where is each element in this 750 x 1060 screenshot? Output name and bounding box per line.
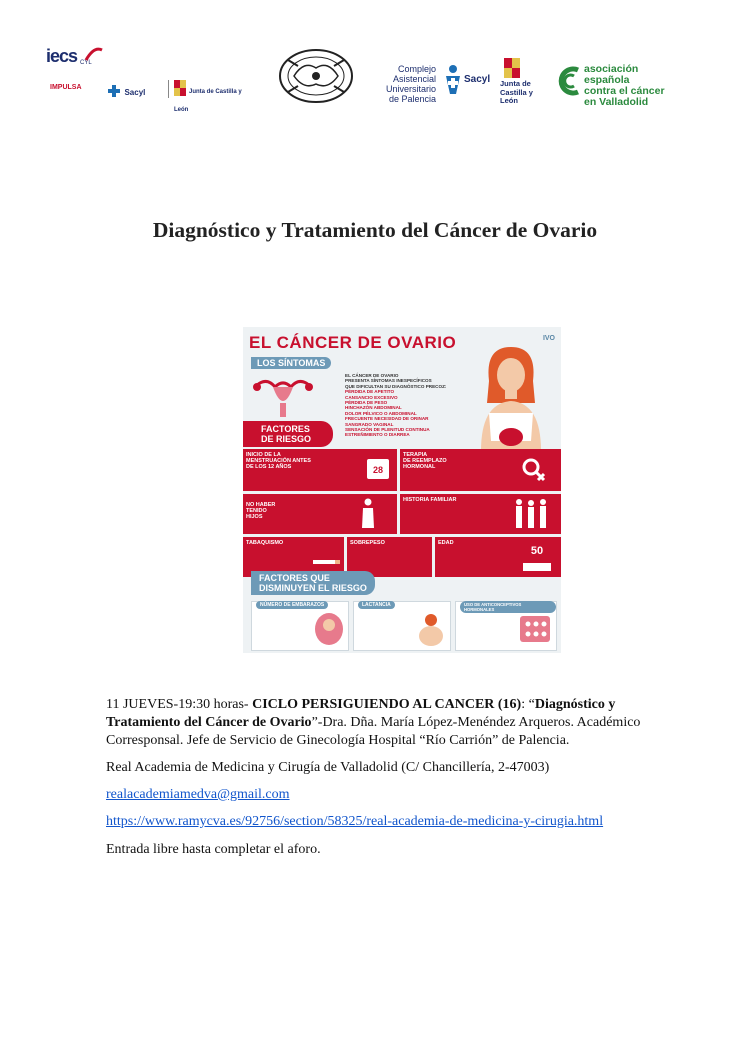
sintoma-item: PÉRDIDA DE PESO bbox=[345, 400, 388, 406]
junta-right-line-1: Junta de bbox=[500, 79, 531, 88]
aecc-line-1: asociación española bbox=[584, 63, 639, 86]
panel-lactancia bbox=[353, 601, 451, 651]
infographic-title: EL CÁNCER DE OVARIO bbox=[249, 333, 457, 352]
panel-embarazos-title: NÚMERO DE EMBARAZOS bbox=[256, 601, 328, 609]
aecc-line-2: contra el cáncer bbox=[584, 85, 665, 97]
sacyl-text-right: Sacyl bbox=[464, 74, 491, 85]
terapia-line: HORMONAL bbox=[403, 464, 436, 470]
terapia-line: DE REEMPLAZO bbox=[403, 458, 447, 464]
event-date-time: 11 JUEVES-19:30 horas- bbox=[106, 697, 253, 712]
event-cycle: CICLO PERSIGUIENDO AL CANCER (16) bbox=[252, 697, 522, 712]
sintoma-intro-3: QUE DIFICULTAN SU DIAGNÓSTICO PRECOZ: bbox=[345, 383, 447, 389]
junta-text-left: Junta de Castilla y León bbox=[174, 89, 242, 113]
sacyl-figure-icon bbox=[444, 64, 462, 94]
iecscyl-logo bbox=[46, 46, 106, 76]
disminuyen-line-2: DISMINUYEN EL RIESGO bbox=[259, 583, 367, 593]
sintoma-item: SENSACIÓN DE PLENITUD CONTINUA bbox=[345, 427, 430, 433]
panel-anticonceptivos-title: USO DE ANTICONCEPTIVOS HORMONALES bbox=[460, 601, 556, 613]
sintoma-item: FRECUENTE NECESIDAD DE ORINAR bbox=[345, 416, 429, 422]
document-title: Diagnóstico y Tratamiento del Cáncer de Ovario bbox=[152, 218, 598, 242]
factores-line-2: DE RIESGO bbox=[261, 434, 312, 444]
complejo-line-1: Complejo Asistencial bbox=[392, 64, 436, 84]
junta-right-line-2: Castilla y León bbox=[500, 87, 533, 105]
edad-number: 50 bbox=[530, 545, 544, 557]
sacyl-logo-left bbox=[108, 82, 145, 100]
iecscyl-sub: CYL bbox=[80, 60, 92, 66]
cell-menstruacion bbox=[243, 449, 397, 491]
entry-text: Entrada libre hasta completar el aforo. bbox=[106, 842, 321, 857]
woman-figure-icon bbox=[361, 498, 375, 530]
venue-text: Real Academia de Medicina y Cirugía de Valladolid (C/ Chancillería, 2-47003) bbox=[106, 760, 550, 775]
ovarian-cancer-infographic bbox=[243, 327, 561, 653]
cigarette-icon bbox=[313, 557, 341, 567]
complejo-line-3: de Palencia bbox=[388, 94, 436, 104]
menstruacion-line: DE LOS 12 AÑOS bbox=[246, 464, 292, 470]
menstruacion-line: MENSTRUACIÓN ANTES bbox=[246, 458, 311, 464]
sintomas-list bbox=[345, 373, 485, 438]
factores-riesgo-label bbox=[243, 421, 333, 447]
sintoma-intro-1: EL CÁNCER DE OVARIO bbox=[345, 373, 399, 378]
iecscyl-text: iecs bbox=[46, 46, 78, 66]
sintoma-item: ESTREÑIMIENTO O DIARREA bbox=[345, 432, 410, 438]
event-description bbox=[106, 696, 646, 750]
academy-seal-icon bbox=[274, 46, 358, 106]
iecscyl-mark-icon bbox=[84, 46, 104, 62]
junta-shield-icon bbox=[174, 80, 186, 96]
pills-icon bbox=[518, 614, 552, 644]
junta-shield-right-icon bbox=[504, 58, 520, 78]
impulsa-text: IMPULSA bbox=[50, 84, 82, 91]
cell-terapia bbox=[400, 449, 561, 491]
complejo-line-2: Universitario bbox=[385, 84, 436, 94]
junta-logo-right bbox=[500, 58, 552, 105]
edad-label: EDAD bbox=[438, 540, 454, 546]
cell-no-hijos bbox=[243, 494, 397, 534]
sacyl-text-left: Sacyl bbox=[124, 88, 146, 97]
panel-embarazos bbox=[251, 601, 349, 651]
ivo-logo: IVO bbox=[542, 335, 555, 342]
fetus-icon bbox=[314, 612, 344, 646]
aecc-line-3: en Valladolid bbox=[584, 96, 649, 108]
calendar-number: 28 bbox=[372, 465, 383, 475]
family-icon bbox=[513, 498, 549, 530]
sacyl-cross-icon bbox=[108, 85, 120, 97]
cell-edad bbox=[435, 537, 561, 577]
website-link[interactable]: https://www.ramycva.es/92756/section/58325/real-academia-de-medicina-y-cirugia.html bbox=[106, 814, 604, 829]
menstruacion-line: INICIO DE LA bbox=[246, 452, 281, 458]
sobrepeso-label: SOBREPESO bbox=[350, 540, 385, 546]
mother-icon bbox=[416, 612, 446, 646]
aecc-logo bbox=[554, 60, 684, 108]
cell-historia bbox=[400, 494, 561, 534]
no-hijos-line: HIJOS bbox=[246, 514, 263, 520]
complejo-logo bbox=[360, 64, 436, 104]
factores-line-1: FACTORES bbox=[261, 424, 310, 434]
cake-icon bbox=[523, 545, 551, 571]
sacyl-logo-right bbox=[444, 62, 496, 98]
panel-anticonceptivos bbox=[455, 601, 557, 651]
impulsa-logo bbox=[50, 84, 82, 91]
sintoma-intro-2: PRESENTA SÍNTOMAS INESPECÍFICOS bbox=[345, 378, 432, 384]
calendar-icon bbox=[367, 459, 389, 479]
disminuyen-line-1: FACTORES QUE bbox=[259, 573, 330, 583]
sintoma-item: HINCHAZÓN ABDOMINAL bbox=[345, 405, 402, 411]
logo-divider bbox=[168, 80, 169, 98]
event-speaker: ”-Dra. Dña. María López-Menéndez Arqueros. Académico Corresponsal. Jefe de Servicio de Ginecología Hospital “Río Carrión” de Palencia. bbox=[106, 715, 641, 748]
sintoma-item: CANSANCIO EXCESIVO bbox=[345, 394, 398, 400]
sintomas-band: LOS SÍNTOMAS bbox=[251, 357, 331, 369]
panel-lactancia-title: LACTANCIA bbox=[358, 601, 395, 609]
no-hijos-line: TENIDO bbox=[246, 508, 267, 514]
sintoma-item: DOLOR PÉLVICO O ABDOMINAL bbox=[345, 410, 417, 416]
junta-logo-left bbox=[174, 80, 248, 116]
tabaquismo-label: TABAQUISMO bbox=[246, 540, 284, 546]
no-hijos-line: NO HABER bbox=[246, 502, 276, 508]
uterus-icon bbox=[253, 375, 313, 419]
historia-label: HISTORIA FAMILIAR bbox=[403, 497, 457, 503]
event-colon: : “ bbox=[521, 697, 535, 712]
event-talk-title: Diagnóstico y Tratamiento del Cáncer de Ovario bbox=[106, 697, 616, 730]
sintoma-item: PÉRDIDA DE APETITO bbox=[345, 389, 395, 395]
aecc-c-icon bbox=[554, 64, 584, 98]
sintoma-item: SANGRADO VAGINAL bbox=[345, 421, 394, 427]
email-link[interactable]: realacademiamedva@gmail.com bbox=[106, 787, 290, 802]
terapia-line: TERAPIA bbox=[403, 452, 428, 458]
disminuyen-band bbox=[251, 571, 375, 595]
female-symbol-icon bbox=[521, 457, 545, 483]
